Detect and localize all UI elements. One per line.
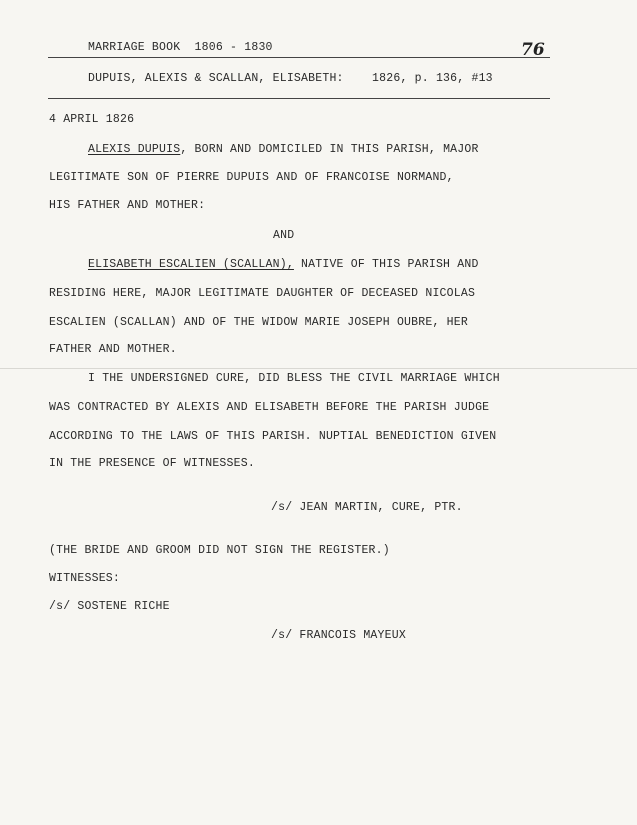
register-note: (THE BRIDE AND GROOM DID NOT SIGN THE REGISTER.)	[49, 544, 390, 557]
groom-line-1-rest: , BORN AND DOMICILED IN THIS PARISH, MAJOR	[180, 143, 479, 156]
bride-line-2: RESIDING HERE, MAJOR LEGITIMATE DAUGHTER OF DECEASED NICOLAS	[49, 287, 476, 300]
bride-line-3: ESCALIEN (SCALLAN) AND OF THE WIDOW MARIE JOSEPH OUBRE, HER	[49, 316, 468, 329]
record-names: DUPUIS, ALEXIS & SCALLAN, ELISABETH:	[88, 72, 344, 85]
book-title	[88, 41, 273, 54]
bride-name: ELISABETH ESCALIEN (SCALLAN),	[88, 258, 294, 271]
groom-line-3: HIS FATHER AND MOTHER:	[49, 199, 206, 212]
groom-name: ALEXIS DUPUIS	[88, 143, 181, 156]
priest-signature: /s/ JEAN MARTIN, CURE, PTR.	[271, 501, 463, 514]
witness-1-signature: /s/ SOSTENE RICHE	[49, 600, 170, 613]
witnesses-label: WITNESSES:	[49, 572, 121, 585]
paper-fold-mark	[0, 368, 637, 369]
header-rule-bottom	[48, 98, 550, 99]
bride-line-1-rest: NATIVE OF THIS PARISH AND	[293, 258, 479, 271]
book-title-text: MARRIAGE BOOK	[88, 41, 181, 54]
page-number: 76	[521, 40, 545, 60]
declaration-line-1: I THE UNDERSIGNED CURE, DID BLESS THE CIVIL MARRIAGE WHICH	[88, 372, 500, 385]
record-date: 4 APRIL 1826	[49, 113, 135, 126]
bride-line-1	[88, 258, 479, 271]
header-rule-top	[48, 57, 550, 58]
record-reference: 1826, p. 136, #13	[372, 72, 493, 85]
witness-2-signature: /s/ FRANCOIS MAYEUX	[271, 629, 406, 642]
record-heading	[88, 72, 493, 85]
groom-line-2: LEGITIMATE SON OF PIERRE DUPUIS AND OF FRANCOISE NORMAND,	[49, 171, 454, 184]
book-years: 1806 - 1830	[194, 41, 273, 54]
declaration-line-2: WAS CONTRACTED BY ALEXIS AND ELISABETH BEFORE THE PARISH JUDGE	[49, 401, 490, 414]
bride-line-4: FATHER AND MOTHER.	[49, 343, 177, 356]
groom-line-1	[88, 143, 479, 156]
declaration-line-4: IN THE PRESENCE OF WITNESSES.	[49, 457, 255, 470]
declaration-line-3: ACCORDING TO THE LAWS OF THIS PARISH. NUPTIAL BENEDICTION GIVEN	[49, 430, 497, 443]
and-word: AND	[273, 229, 295, 242]
